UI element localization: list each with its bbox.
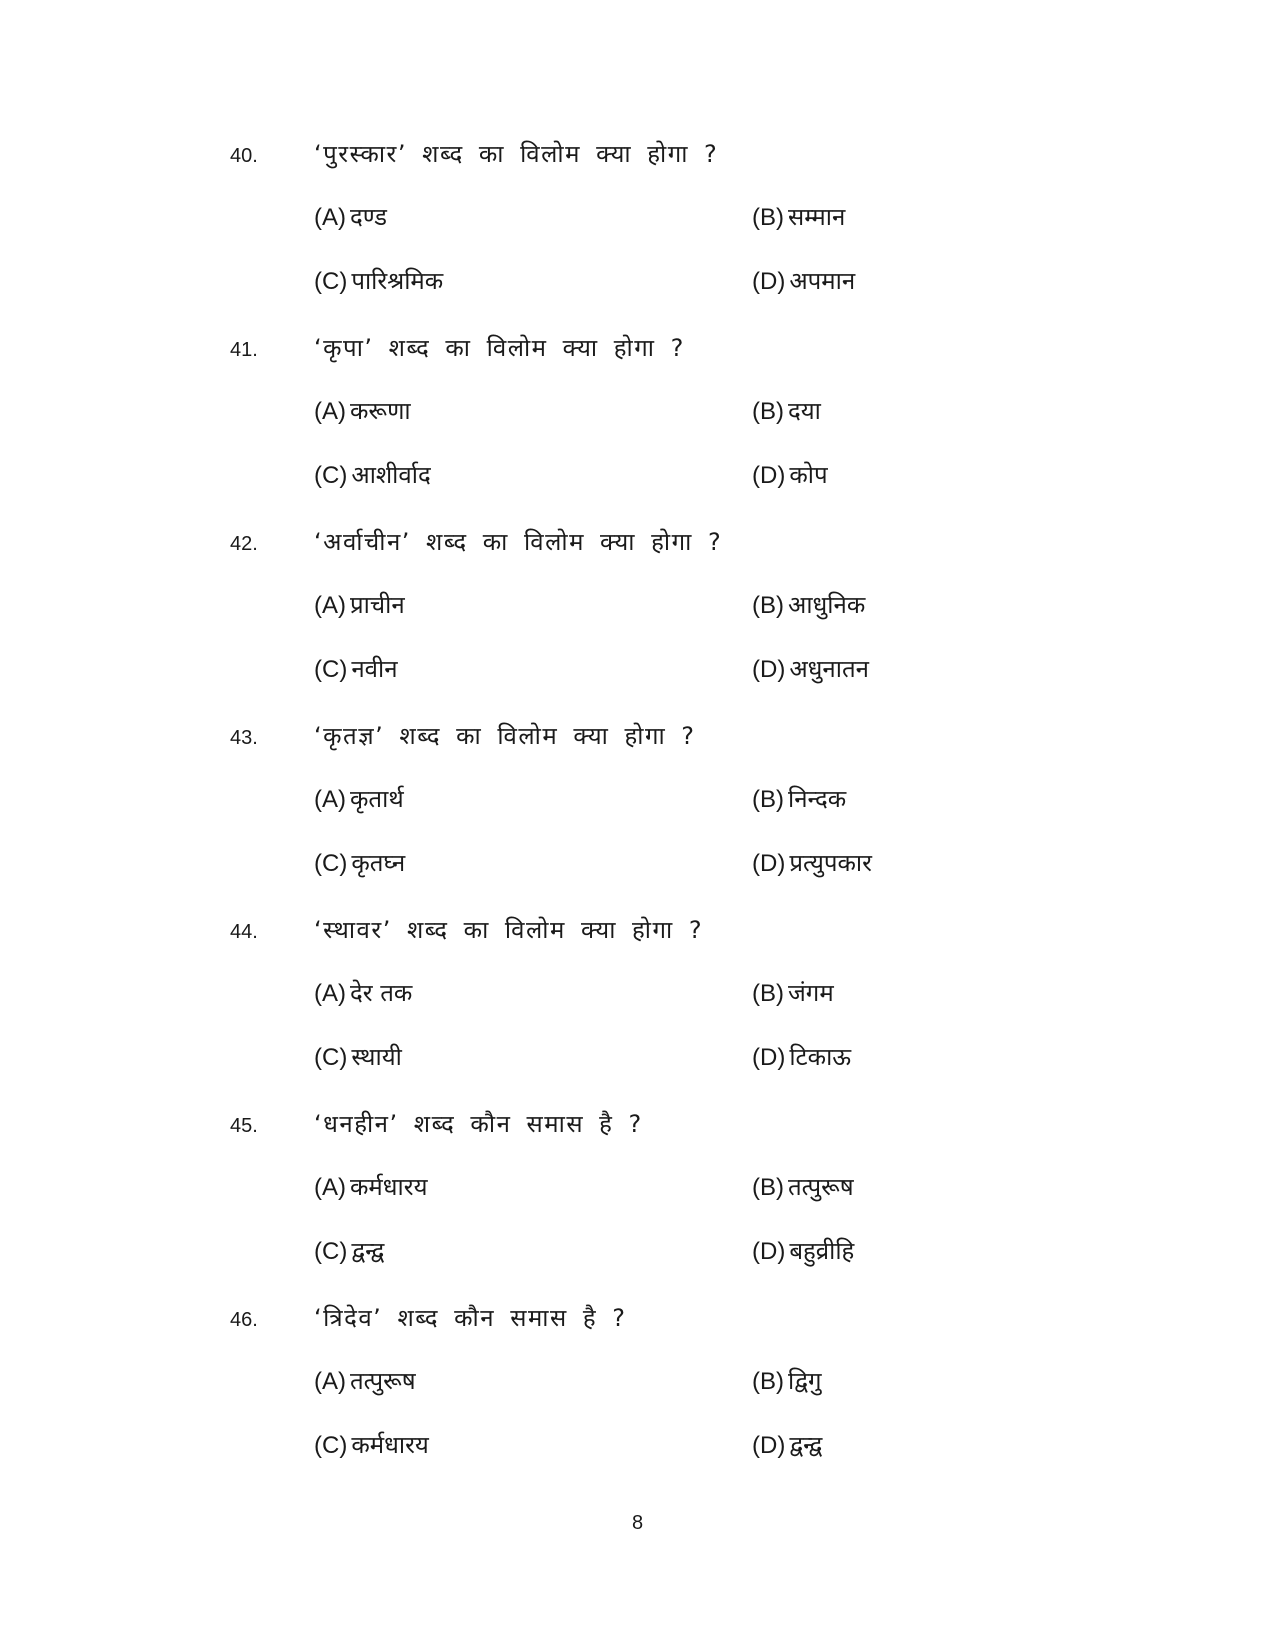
option-a xyxy=(314,782,404,815)
option-b xyxy=(752,782,846,815)
option-letter: (C) xyxy=(314,1432,348,1459)
option-letter: (D) xyxy=(752,1044,786,1071)
option-letter: (C) xyxy=(314,656,348,683)
option-letter: (A) xyxy=(314,398,346,425)
option-letter: (A) xyxy=(314,1368,346,1395)
option-b xyxy=(752,394,821,427)
question-row xyxy=(0,331,1275,371)
option-letter: (A) xyxy=(314,204,346,231)
question-text: ‘धनहीन’ शब्द कौन समास है ? xyxy=(314,1110,643,1138)
option-text: नवीन xyxy=(351,655,398,683)
option-letter: (A) xyxy=(314,1174,346,1201)
option-letter: (D) xyxy=(752,462,786,489)
option-text: निन्दक xyxy=(788,785,847,813)
question-number: 42. xyxy=(230,533,258,555)
question-41 xyxy=(0,331,1275,521)
option-text: कृतार्थ xyxy=(350,785,404,813)
option-d xyxy=(752,458,828,491)
option-d xyxy=(752,846,872,879)
option-text: तत्पुरूष xyxy=(350,1367,416,1395)
option-a xyxy=(314,588,405,621)
option-letter: (C) xyxy=(314,850,348,877)
question-number: 46. xyxy=(230,1309,258,1331)
option-text: सम्मान xyxy=(788,203,846,231)
option-text: आशीर्वाद xyxy=(351,461,431,489)
option-c xyxy=(314,458,431,491)
option-letter: (D) xyxy=(752,268,786,295)
question-45 xyxy=(0,1107,1275,1297)
option-text: प्रत्युपकार xyxy=(789,849,872,877)
option-text: करूणा xyxy=(350,397,411,425)
question-text: ‘कृतज्ञ’ शब्द का विलोम क्या होगा ? xyxy=(314,722,696,750)
option-text: जंगम xyxy=(788,979,834,1007)
option-text: अपमान xyxy=(789,267,856,295)
option-letter: (C) xyxy=(314,268,348,295)
option-text: कृतघ्न xyxy=(351,849,406,877)
option-text: टिकाऊ xyxy=(789,1043,852,1071)
option-letter: (B) xyxy=(752,786,784,813)
option-letter: (B) xyxy=(752,1368,784,1395)
option-c xyxy=(314,652,398,685)
option-c xyxy=(314,846,405,879)
question-42 xyxy=(0,525,1275,715)
option-d xyxy=(752,1234,854,1267)
option-text: द्वन्द्व xyxy=(789,1431,823,1459)
option-text: द्वन्द्व xyxy=(351,1237,385,1265)
option-a xyxy=(314,976,412,1009)
option-text: स्थायी xyxy=(351,1043,402,1071)
option-text: प्राचीन xyxy=(350,591,405,619)
option-letter: (D) xyxy=(752,1238,786,1265)
option-text: आधुनिक xyxy=(788,591,866,619)
option-d xyxy=(752,652,869,685)
option-b xyxy=(752,1170,854,1203)
question-number: 40. xyxy=(230,145,258,167)
question-40 xyxy=(0,137,1275,327)
option-c xyxy=(314,264,443,297)
option-text: दण्ड xyxy=(350,203,387,231)
option-b xyxy=(752,1364,822,1397)
option-a xyxy=(314,200,387,233)
option-letter: (B) xyxy=(752,592,784,619)
question-row xyxy=(0,137,1275,177)
question-44 xyxy=(0,913,1275,1103)
option-letter: (D) xyxy=(752,1432,786,1459)
option-text: कर्मधारय xyxy=(350,1173,428,1201)
question-43 xyxy=(0,719,1275,909)
option-letter: (C) xyxy=(314,1044,348,1071)
question-text: ‘अर्वाचीन’ शब्द का विलोम क्या होगा ? xyxy=(314,528,723,556)
question-text: ‘त्रिदेव’ शब्द कौन समास है ? xyxy=(314,1304,627,1332)
option-a xyxy=(314,1364,416,1397)
option-letter: (C) xyxy=(314,1238,348,1265)
option-letter: (D) xyxy=(752,656,786,683)
option-d xyxy=(752,1040,851,1073)
option-letter: (A) xyxy=(314,786,346,813)
question-number: 45. xyxy=(230,1115,258,1137)
question-row xyxy=(0,913,1275,953)
option-letter: (C) xyxy=(314,462,348,489)
option-text: तत्पुरूष xyxy=(788,1173,854,1201)
option-letter: (A) xyxy=(314,980,346,1007)
option-letter: (A) xyxy=(314,592,346,619)
option-letter: (B) xyxy=(752,204,784,231)
option-b xyxy=(752,976,834,1009)
option-letter: (B) xyxy=(752,1174,784,1201)
option-text: अधुनातन xyxy=(789,655,869,683)
option-letter: (B) xyxy=(752,398,784,425)
option-a xyxy=(314,394,411,427)
option-text: बहुव्रीहि xyxy=(789,1237,855,1265)
option-text: पारिश्रमिक xyxy=(351,267,444,295)
question-row xyxy=(0,525,1275,565)
question-row xyxy=(0,1301,1275,1341)
option-d xyxy=(752,264,855,297)
question-number: 41. xyxy=(230,339,258,361)
option-text: कर्मधारय xyxy=(351,1431,429,1459)
option-d xyxy=(752,1428,822,1461)
question-number: 43. xyxy=(230,727,258,749)
option-text: देर तक xyxy=(350,979,413,1007)
option-a xyxy=(314,1170,428,1203)
option-c xyxy=(314,1234,384,1267)
option-letter: (B) xyxy=(752,980,784,1007)
question-row xyxy=(0,1107,1275,1147)
option-text: द्विगु xyxy=(788,1367,822,1395)
option-text: कोप xyxy=(789,461,828,489)
page-number: 8 xyxy=(631,1512,644,1534)
option-c xyxy=(314,1428,429,1461)
option-b xyxy=(752,588,865,621)
option-b xyxy=(752,200,845,233)
question-text: ‘स्थावर’ शब्द का विलोम क्या होगा ? xyxy=(314,916,704,944)
question-46 xyxy=(0,1301,1275,1491)
question-number: 44. xyxy=(230,921,258,943)
option-c xyxy=(314,1040,402,1073)
option-text: दया xyxy=(788,397,821,425)
option-letter: (D) xyxy=(752,850,786,877)
question-text: ‘कृपा’ शब्द का विलोम क्या होगा ? xyxy=(314,334,685,362)
question-row xyxy=(0,719,1275,759)
question-text: ‘पुरस्कार’ शब्द का विलोम क्या होगा ? xyxy=(314,140,719,168)
